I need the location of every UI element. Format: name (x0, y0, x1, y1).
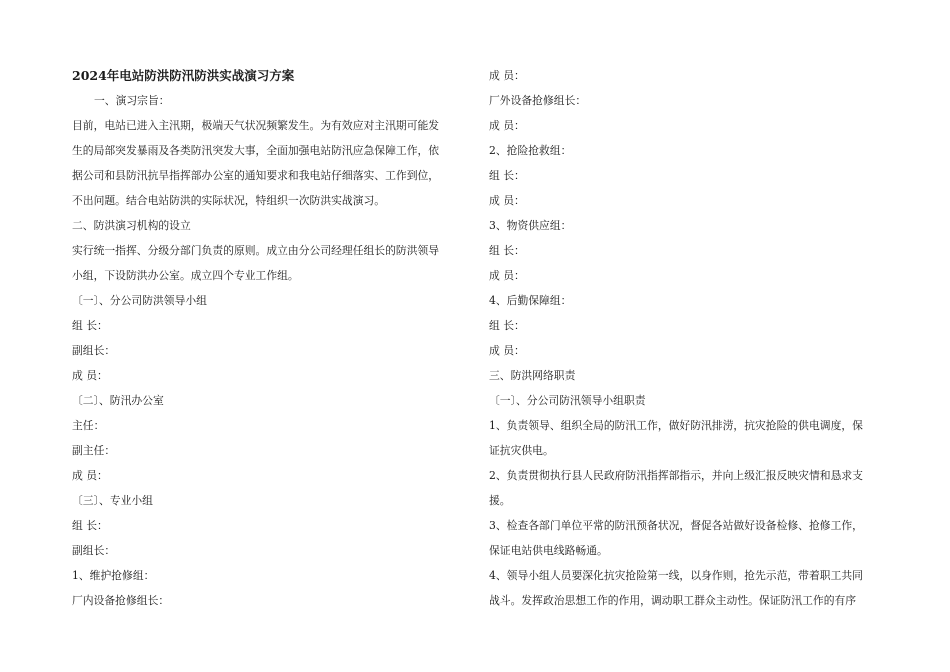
text-line: 证抗灾供电。 (489, 444, 554, 457)
text-line: 4、领导小组人员要深化抗灾抢险第一线，以身作则，抢先示范，带着职工共同 (489, 569, 863, 582)
text-line: 副组长： (72, 344, 116, 357)
text-line: 厂外设备抢修组长： (489, 94, 587, 107)
subsection-heading: 〔一〕、分公司防汛领导小组职责 (489, 394, 646, 407)
text-line: 组 长： (72, 319, 108, 332)
text-line: 援。 (489, 494, 511, 507)
text-line: 战斗。发挥政治思想工作的作用，调动职工群众主动性。保证防汛工作的有序 (489, 594, 857, 607)
text-line: 小组，下设防洪办公室。成立四个专业工作组。 (72, 269, 299, 282)
text-line: 副主任： (72, 444, 116, 457)
subsection-heading: 〔一〕、分公司防洪领导小组 (72, 294, 207, 307)
text-line: 4、后勤保障组： (489, 294, 572, 307)
text-line: 组 长： (72, 519, 108, 532)
text-line: 成 员： (72, 369, 108, 382)
text-line: 据公司和县防汛抗旱指挥部办公室的通知要求和我电站仔细落实、工作到位， (72, 169, 440, 182)
text-line: 3、检查各部门单位平常的防汛预备状况，督促各站做好设备检修、抢修工作， (489, 519, 863, 532)
left-column (72, 63, 464, 613)
text-line: 组 长： (489, 169, 525, 182)
subsection-heading: 〔二〕、防汛办公室 (72, 394, 164, 407)
document-title: 2024年电站防洪防汛防洪实战演习方案 (72, 68, 295, 83)
text-line: 副组长： (72, 544, 116, 557)
text-line: 生的局部突发暴雨及各类防汛突发大事，全面加强电站防汛应急保障工作，依 (72, 144, 440, 157)
text-line: 厂内设备抢修组长： (72, 594, 170, 607)
text-line: 成 员： (489, 194, 525, 207)
text-line: 成 员： (489, 69, 525, 82)
text-line: 保证电站供电线路畅通。 (489, 544, 608, 557)
text-line: 主任： (72, 419, 105, 432)
text-line: 目前，电站已进入主汛期，极端天气状况频繁发生。为有效应对主汛期可能发 (72, 119, 440, 132)
text-line: 组 长： (489, 319, 525, 332)
text-line: 组 长： (489, 244, 525, 257)
section-heading: 三、防洪网络职责 (489, 369, 576, 382)
text-line: 成 员： (489, 119, 525, 132)
subsection-heading: 〔三〕、专业小组 (72, 494, 153, 507)
section-heading: 二、防洪演习机构的设立 (72, 219, 191, 232)
text-line: 不出问题。结合电站防洪的实际状况，特组织一次防洪实战演习。 (72, 194, 386, 207)
text-line: 成 员： (489, 269, 525, 282)
text-line: 1、负责领导、组织全局的防汛工作，做好防汛排涝，抗灾抢险的供电调度，保 (489, 419, 863, 432)
text-line: 2、负责贯彻执行县人民政府防汛指挥部指示，并向上级汇报反映灾情和恳求支 (489, 469, 863, 482)
text-line: 3、物资供应组： (489, 219, 572, 232)
text-line: 一、演习宗旨： (94, 94, 170, 107)
text-line: 实行统一指挥、分级分部门负责的原则。成立由分公司经理任组长的防洪领导 (72, 244, 440, 257)
text-line: 2、抢险抢救组： (489, 144, 572, 157)
text-line: 成 员： (72, 469, 108, 482)
right-column (489, 63, 881, 613)
text-line: 成 员： (489, 344, 525, 357)
text-line: 1、维护抢修组： (72, 569, 155, 582)
